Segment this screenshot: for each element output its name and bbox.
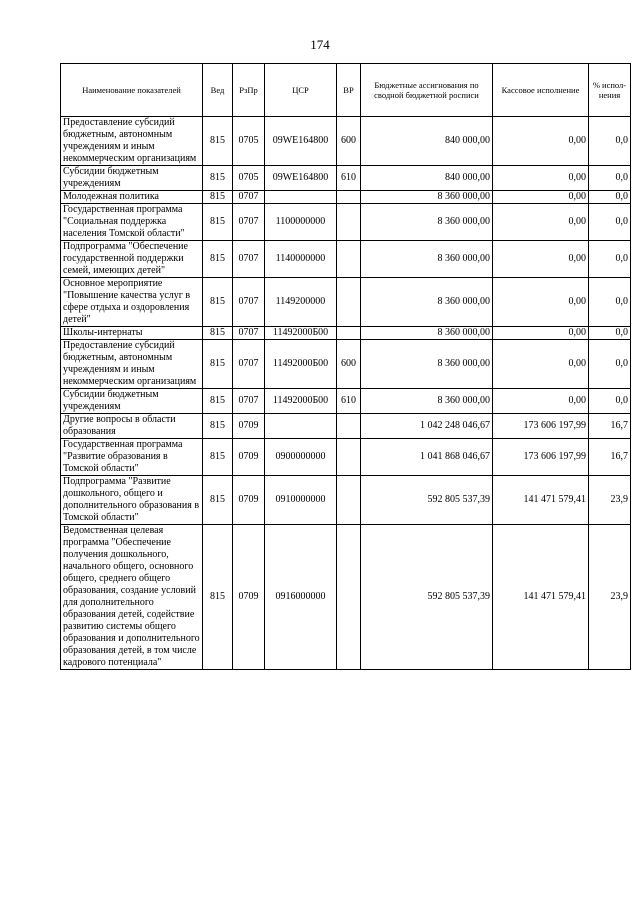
cell-cash: 141 471 579,41	[493, 476, 589, 525]
cell-pct: 0,0	[589, 191, 631, 204]
cell-vr	[337, 439, 361, 476]
cell-ved: 815	[203, 204, 233, 241]
cell-csr: 0910000000	[265, 476, 337, 525]
budget-table	[60, 63, 631, 670]
table-row	[61, 241, 631, 278]
cell-vr	[337, 525, 361, 670]
cell-pct: 0,0	[589, 278, 631, 327]
cell-pct: 16,7	[589, 414, 631, 439]
header-csr: ЦСР	[265, 64, 337, 117]
cell-budget: 8 360 000,00	[361, 278, 493, 327]
cell-rzpr: 0705	[233, 166, 265, 191]
cell-vr	[337, 241, 361, 278]
cell-ved: 815	[203, 340, 233, 389]
table-row	[61, 278, 631, 327]
cell-name: Школы-интернаты	[61, 327, 203, 340]
cell-vr	[337, 327, 361, 340]
table-row	[61, 389, 631, 414]
cell-cash: 0,00	[493, 389, 589, 414]
cell-cash: 0,00	[493, 327, 589, 340]
cell-cash: 0,00	[493, 117, 589, 166]
cell-pct: 0,0	[589, 166, 631, 191]
cell-budget: 8 360 000,00	[361, 340, 493, 389]
cell-csr: 09WE164800	[265, 117, 337, 166]
table-row	[61, 327, 631, 340]
table-row	[61, 191, 631, 204]
cell-ved: 815	[203, 191, 233, 204]
cell-csr: 0900000000	[265, 439, 337, 476]
cell-ved: 815	[203, 439, 233, 476]
cell-vr	[337, 191, 361, 204]
cell-csr: 1100000000	[265, 204, 337, 241]
cell-name: Государственная программа "Социальная поддержка населения Томской области"	[61, 204, 203, 241]
cell-cash: 0,00	[493, 191, 589, 204]
cell-rzpr: 0709	[233, 525, 265, 670]
cell-rzpr: 0705	[233, 117, 265, 166]
header-vr: ВР	[337, 64, 361, 117]
cell-budget: 8 360 000,00	[361, 204, 493, 241]
cell-vr	[337, 476, 361, 525]
cell-csr: 09WE164800	[265, 166, 337, 191]
table-row	[61, 340, 631, 389]
cell-pct: 0,0	[589, 117, 631, 166]
cell-rzpr: 0707	[233, 204, 265, 241]
cell-pct: 0,0	[589, 327, 631, 340]
cell-pct: 23,9	[589, 525, 631, 670]
cell-vr: 610	[337, 389, 361, 414]
cell-rzpr: 0707	[233, 327, 265, 340]
cell-rzpr: 0707	[233, 389, 265, 414]
table-row	[61, 166, 631, 191]
cell-budget: 1 042 248 046,67	[361, 414, 493, 439]
cell-cash: 0,00	[493, 204, 589, 241]
cell-csr: 0916000000	[265, 525, 337, 670]
table-row	[61, 439, 631, 476]
table-row	[61, 525, 631, 670]
cell-pct: 0,0	[589, 340, 631, 389]
cell-pct: 0,0	[589, 389, 631, 414]
cell-csr	[265, 191, 337, 204]
cell-name: Субсидии бюджетным учреждениям	[61, 166, 203, 191]
cell-pct: 23,9	[589, 476, 631, 525]
cell-cash: 141 471 579,41	[493, 525, 589, 670]
cell-ved: 815	[203, 278, 233, 327]
cell-ved: 815	[203, 166, 233, 191]
cell-name: Подпрограмма "Развитие дошкольного, общего и дополнительного образования в Томской области"	[61, 476, 203, 525]
cell-budget: 8 360 000,00	[361, 241, 493, 278]
cell-ved: 815	[203, 525, 233, 670]
cell-csr: 11492000Б00	[265, 340, 337, 389]
cell-budget: 8 360 000,00	[361, 191, 493, 204]
cell-ved: 815	[203, 241, 233, 278]
table-row	[61, 476, 631, 525]
cell-name: Субсидии бюджетным учреждениям	[61, 389, 203, 414]
cell-name: Государственная программа "Развитие образования в Томской области"	[61, 439, 203, 476]
cell-rzpr: 0707	[233, 278, 265, 327]
cell-budget: 840 000,00	[361, 166, 493, 191]
cell-ved: 815	[203, 117, 233, 166]
cell-budget: 840 000,00	[361, 117, 493, 166]
cell-budget: 1 041 868 046,67	[361, 439, 493, 476]
cell-budget: 592 805 537,39	[361, 476, 493, 525]
cell-rzpr: 0709	[233, 476, 265, 525]
table-row	[61, 117, 631, 166]
cell-cash: 173 606 197,99	[493, 414, 589, 439]
cell-vr: 610	[337, 166, 361, 191]
table-row	[61, 414, 631, 439]
cell-name: Предоставление субсидий бюджетным, автономным учреждениям и иным некоммерческим организациям	[61, 340, 203, 389]
cell-pct: 0,0	[589, 204, 631, 241]
cell-vr	[337, 414, 361, 439]
cell-ved: 815	[203, 327, 233, 340]
header-name: Наименование показателей	[61, 64, 203, 117]
cell-ved: 815	[203, 414, 233, 439]
cell-cash: 0,00	[493, 166, 589, 191]
cell-ved: 815	[203, 476, 233, 525]
cell-budget: 592 805 537,39	[361, 525, 493, 670]
header-rzpr: РзПр	[233, 64, 265, 117]
header-budget: Бюджетные ассигнования по сводной бюджетной росписи	[361, 64, 493, 117]
cell-name: Другие вопросы в области образования	[61, 414, 203, 439]
cell-budget: 8 360 000,00	[361, 327, 493, 340]
cell-csr: 11492000Б00	[265, 327, 337, 340]
cell-name: Молодежная политика	[61, 191, 203, 204]
cell-vr	[337, 278, 361, 327]
table-header-row	[61, 64, 631, 117]
cell-csr	[265, 414, 337, 439]
cell-name: Подпрограмма "Обеспечение государственной поддержки семей, имеющих детей"	[61, 241, 203, 278]
table-row	[61, 204, 631, 241]
cell-rzpr: 0709	[233, 414, 265, 439]
cell-vr: 600	[337, 340, 361, 389]
cell-cash: 0,00	[493, 278, 589, 327]
cell-name: Основное мероприятие "Повышение качества услуг в сфере отдыха и оздоровления детей"	[61, 278, 203, 327]
cell-vr	[337, 204, 361, 241]
cell-csr: 11492000Б00	[265, 389, 337, 414]
cell-csr: 1149200000	[265, 278, 337, 327]
header-ved: Вед	[203, 64, 233, 117]
cell-name: Ведомственная целевая программа "Обеспечение получения дошкольного, начального общего, основного общего, среднего общего образования, создание условий для дополнительного образования детей, содействие развитию системы общего образования и дополнительного образования детей, в том числе кадрового потенциала"	[61, 525, 203, 670]
cell-pct: 16,7	[589, 439, 631, 476]
header-cash: Кассовое исполнение	[493, 64, 589, 117]
header-pct: % испол-нения	[589, 64, 631, 117]
cell-ved: 815	[203, 389, 233, 414]
cell-pct: 0,0	[589, 241, 631, 278]
cell-cash: 0,00	[493, 241, 589, 278]
cell-name: Предоставление субсидий бюджетным, автономным учреждениям и иным некоммерческим организациям	[61, 117, 203, 166]
cell-csr: 1140000000	[265, 241, 337, 278]
cell-vr: 600	[337, 117, 361, 166]
cell-rzpr: 0707	[233, 191, 265, 204]
cell-cash: 173 606 197,99	[493, 439, 589, 476]
page-number: 174	[310, 37, 330, 52]
cell-rzpr: 0709	[233, 439, 265, 476]
cell-rzpr: 0707	[233, 241, 265, 278]
cell-rzpr: 0707	[233, 340, 265, 389]
cell-budget: 8 360 000,00	[361, 389, 493, 414]
cell-cash: 0,00	[493, 340, 589, 389]
